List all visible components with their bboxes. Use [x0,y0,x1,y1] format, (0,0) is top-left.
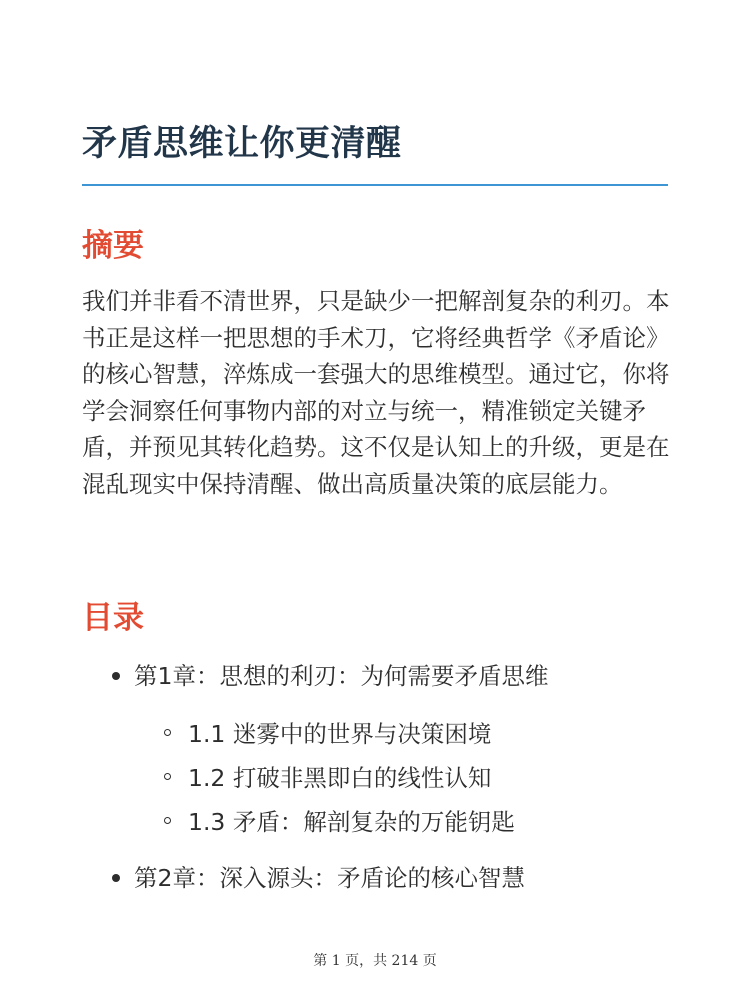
toc-section-1-2[interactable] [134,756,682,800]
abstract-heading: 摘要 [82,228,144,264]
toc-heading: 目录 [82,600,144,636]
page-footer: 第 1 页，共 214 页 [313,953,437,969]
section-label: 1.3 矛盾：解剖复杂的万能钥匙 [188,808,515,836]
section-label: 1.1 迷雾中的世界与决策困境 [188,720,492,748]
circle-bullet-icon [164,729,171,736]
section-label: 1.2 打破非黑即白的线性认知 [188,764,492,792]
toc-section-1-1[interactable] [134,712,682,756]
abstract-body: 我们并非看不清世界，只是缺少一把解剖复杂的利刃。本书正是这样一把思想的手术刀，它将经典哲学《矛盾论》的核心智慧，淬炼成一套强大的思维模型。通过它，你将学会洞察任何事物内部的对立与统一，精准锁定关键矛盾，并预见其转化趋势。这不仅是认知上的升级，更是在混乱现实中保持清醒、做出高质量决策的底层能力。 [82,287,670,498]
toc-section-1-3[interactable] [134,800,682,844]
circle-bullet-icon [164,773,171,780]
chapter-label: 第2章：深入源头：矛盾论的核心智慧 [134,864,525,892]
title-divider [82,184,668,186]
document-title: 矛盾思维让你更清醒 [82,124,402,164]
circle-bullet-icon [164,817,171,824]
bullet-icon [112,874,120,882]
toc-chapter-2[interactable] [82,856,682,900]
bullet-icon [112,672,120,680]
table-of-contents [82,654,682,900]
chapter-1-sections [134,712,682,844]
chapter-label: 第1章：思想的利刃：为何需要矛盾思维 [134,662,549,690]
toc-chapter-1[interactable] [82,654,682,844]
